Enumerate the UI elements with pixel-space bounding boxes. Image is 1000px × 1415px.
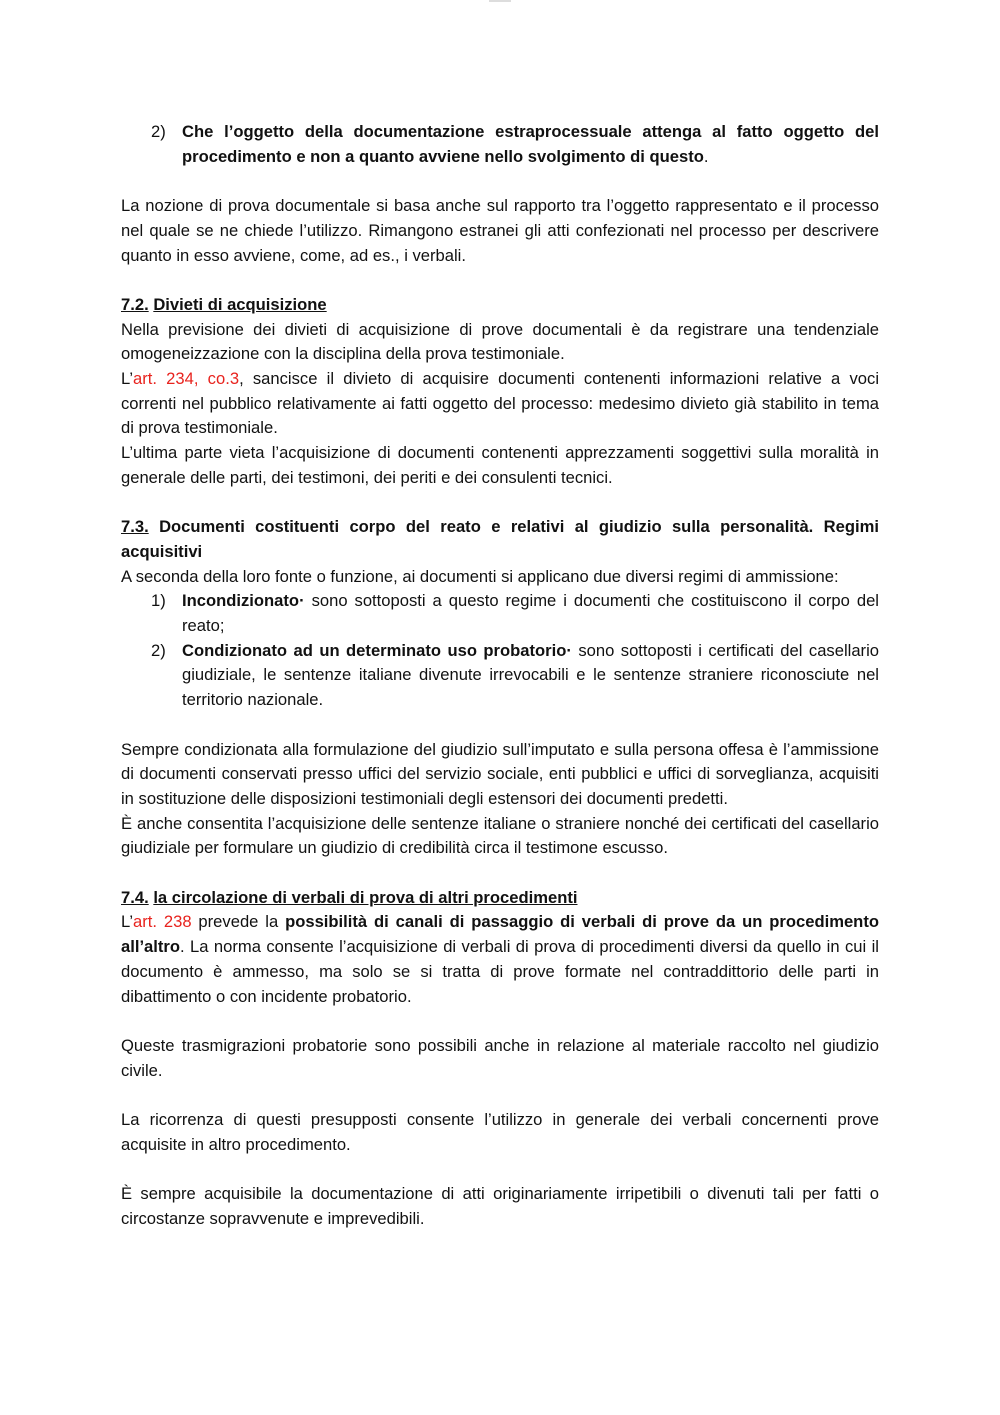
list-item-tail: . [703,146,709,166]
paragraph: A seconda della loro fonte o funzione, ai documenti si applicano due diversi regimi di ammissione: [121,566,839,586]
list-item [121,589,879,638]
list-number: 1) [151,591,166,611]
list-number: 2) [151,122,166,141]
paragraph-with-reference: L’art. 238 prevede la possibilità di canali di passaggio di verbali di prove da un procedimento all’altro. La norma consente l’acquisizione di verbali di prova di procedimenti diversi da quello in cui il documento è ammesso, ma solo se si tratta di prove formate nel contraddittorio delle parti in dibattimento o con incidente probatorio. [121,912,879,1006]
list-item-bold: Che l’oggetto della documentazione estraprocessuale attenga al fatto oggetto del procedimento e non a quanto avviene nello svolgimento di questo [182,122,879,166]
list-item [121,120,879,169]
section-number: 7.3. [121,517,149,537]
header-mark [489,0,511,2]
paragraph: L’ultima parte vieta l’acquisizione di documenti contenenti apprezzamenti soggettivi sulla moralità in generale delle parti, dei testimoni, dei periti e dei consulenti tecnici. [121,443,879,487]
list-number: 2) [151,640,166,660]
paragraph: Nella previsione dei divieti di acquisizione di prove documentali è da registrare una tendenziale omogeneizzazione con la disciplina della prova testimoniale. [121,319,879,364]
section-number: 7.4. [121,887,149,907]
paragraph: È anche consentita l’acquisizione delle sentenze italiane o straniere nonché dei certificati del casellario giudiziale per formulare un giudizio di credibilità circa il testimone escusso. [121,813,879,858]
list-item-text: sono sottoposti a questo regime i documenti che costituiscono il corpo del reato; [182,591,879,636]
section-title: Divieti di acquisizione [153,294,327,314]
paragraph: Queste trasmigrazioni probatorie sono possibili anche in relazione al materiale raccolto nel giudizio civile. [121,1035,879,1080]
section-title: la circolazione di verbali di prova di altri procedimenti [153,887,578,907]
section-heading-7-2 [121,293,879,318]
bullet-mark-icon: · [566,640,572,660]
section-number: 7.2. [121,294,149,314]
list-item-bold: Incondizionato [182,591,300,611]
list-item-bold: Condizionato ad un determinato uso probatorio [182,640,567,660]
section-heading-7-4 [121,886,879,911]
section-title: Documenti costituenti corpo del reato e relativi al giudizio sulla personalità. Regimi acquisitivi [121,517,879,561]
paragraph: Sempre condizionata alla formulazione del giudizio sull’imputato e sulla persona offesa è l’ammissione di documenti conservati presso uffici del servizio sociale, enti pubblici e uffici di sorveglianza, acquisiti in sostituzione delle disposizioni testimoniali degli estensori dei documenti predetti. [121,739,879,808]
paragraph-with-reference: L’art. 234, co.3, sancisce il divieto di acquisire documenti contenenti informazioni relative a voci correnti nel pubblico relativamente ai fatti oggetto del processo: medesimo divieto già stabilito in tema di prova testimoniale. [121,369,880,438]
paragraph: La nozione di prova documentale si basa anche sul rapporto tra l’oggetto rappresentato e il processo nel quale se ne chiede l’utilizzo. Rimangono estranei gli atti confezionati nel processo per descrivere quanto in esso avviene, come, ad es., i verbali. [121,196,879,265]
document-page [121,120,879,1232]
paragraph: La ricorrenza di questi presupposti consente l’utilizzo in generale dei verbali concernenti prove acquisite in altro procedimento. [121,1110,879,1154]
list-item [121,639,879,713]
paragraph: È sempre acquisibile la documentazione di atti originariamente irripetibili o divenuti tali per fatti o circostanze sopravvenute e imprevedibili. [121,1184,879,1228]
section-heading-7-3 [121,515,879,564]
bullet-mark-icon: · [299,591,305,611]
law-reference-link[interactable]: art. 234, co.3 [133,369,240,388]
list-item-text: sono sottoposti i certificati del casellario giudiziale, le sentenze italiane divenute irrevocabili e le sentenze straniere riconosciute nel territorio nazionale. [182,640,879,710]
law-reference-link[interactable]: art. 238 [133,912,192,932]
